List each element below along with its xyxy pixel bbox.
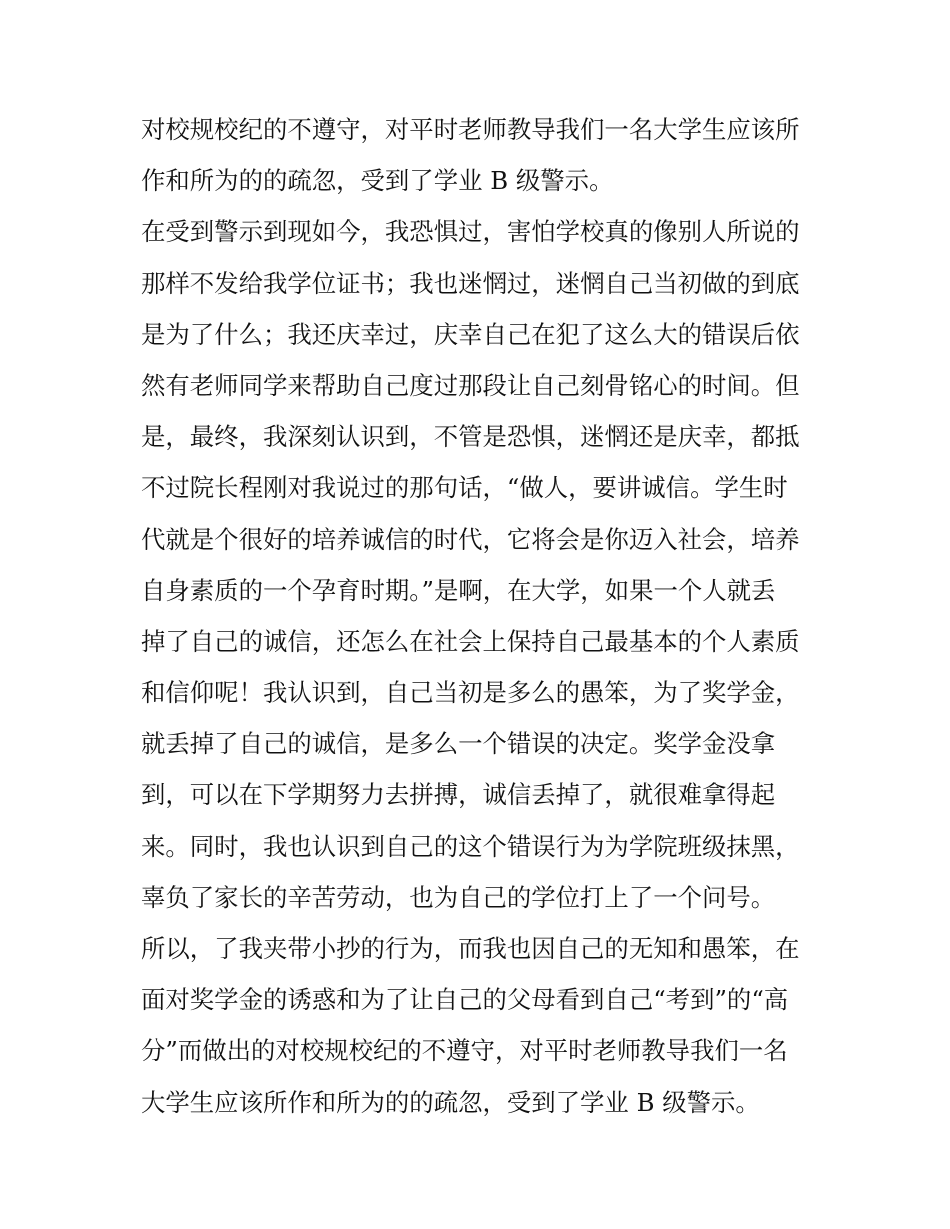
text-line: 到，可以在下学期努力去拼搏，诚信丢掉了，就很难拿得起	[141, 780, 776, 810]
text-line: 在受到警示到现如今，我恐惧过，害怕学校真的像别人所说的	[141, 217, 800, 247]
text-line: 就丢掉了自己的诚信，是多么一个错误的决定。奖学金没拿	[141, 729, 776, 759]
text-line: 面对奖学金的诱惑和为了让自己的父母看到自己“考到”的“高	[141, 985, 789, 1015]
text-line: 代就是个很好的培养诚信的时代，它将会是你迈入社会，培养	[141, 524, 800, 554]
text-line: 不过院长程刚对我说过的那句话，“做人，要讲诚信。学生时	[141, 473, 788, 503]
text-line: 和信仰呢！我认识到，自己当初是多么的愚笨，为了奖学金，	[141, 678, 800, 708]
text-line: 所以，了我夹带小抄的行为，而我也因自己的无知和愚笨，在	[141, 934, 800, 963]
text-line: 作和所为的的疏忽，受到了学业 B 级警示。	[141, 166, 614, 196]
text-line: 掉了自己的诚信，还怎么在社会上保持自己最基本的个人素质	[141, 626, 800, 656]
body-text	[141, 104, 821, 1128]
text-line: 然有老师同学来帮助自己度过那段让自己刻骨铭心的时间。但	[141, 370, 800, 400]
text-line: 辜负了家长的辛苦劳动，也为自己的学位打上了一个问号。	[141, 882, 776, 912]
text-line: 对校规校纪的不遵守，对平时老师教导我们一名大学生应该所	[141, 115, 800, 144]
text-line: 是为了什么；我还庆幸过，庆幸自己在犯了这么大的错误后依	[141, 319, 800, 349]
text-line: 那样不发给我学位证书；我也迷惘过，迷惘自己当初做的到底	[141, 268, 800, 298]
text-line: 来。同时，我也认识到自己的这个错误行为为学院班级抹黑，	[141, 831, 800, 861]
text-line: 大学生应该所作和所为的的疏忽，受到了学业 B 级警示。	[141, 1087, 760, 1117]
text-line: 分”而做出的对校规校纪的不遵守，对平时老师教导我们一名	[141, 1036, 788, 1066]
text-line: 自身素质的一个孕育时期。”是啊，在大学，如果一个人就丢	[141, 575, 776, 605]
text-line: 是，最终，我深刻认识到，不管是恐惧，迷惘还是庆幸，都抵	[141, 422, 800, 452]
